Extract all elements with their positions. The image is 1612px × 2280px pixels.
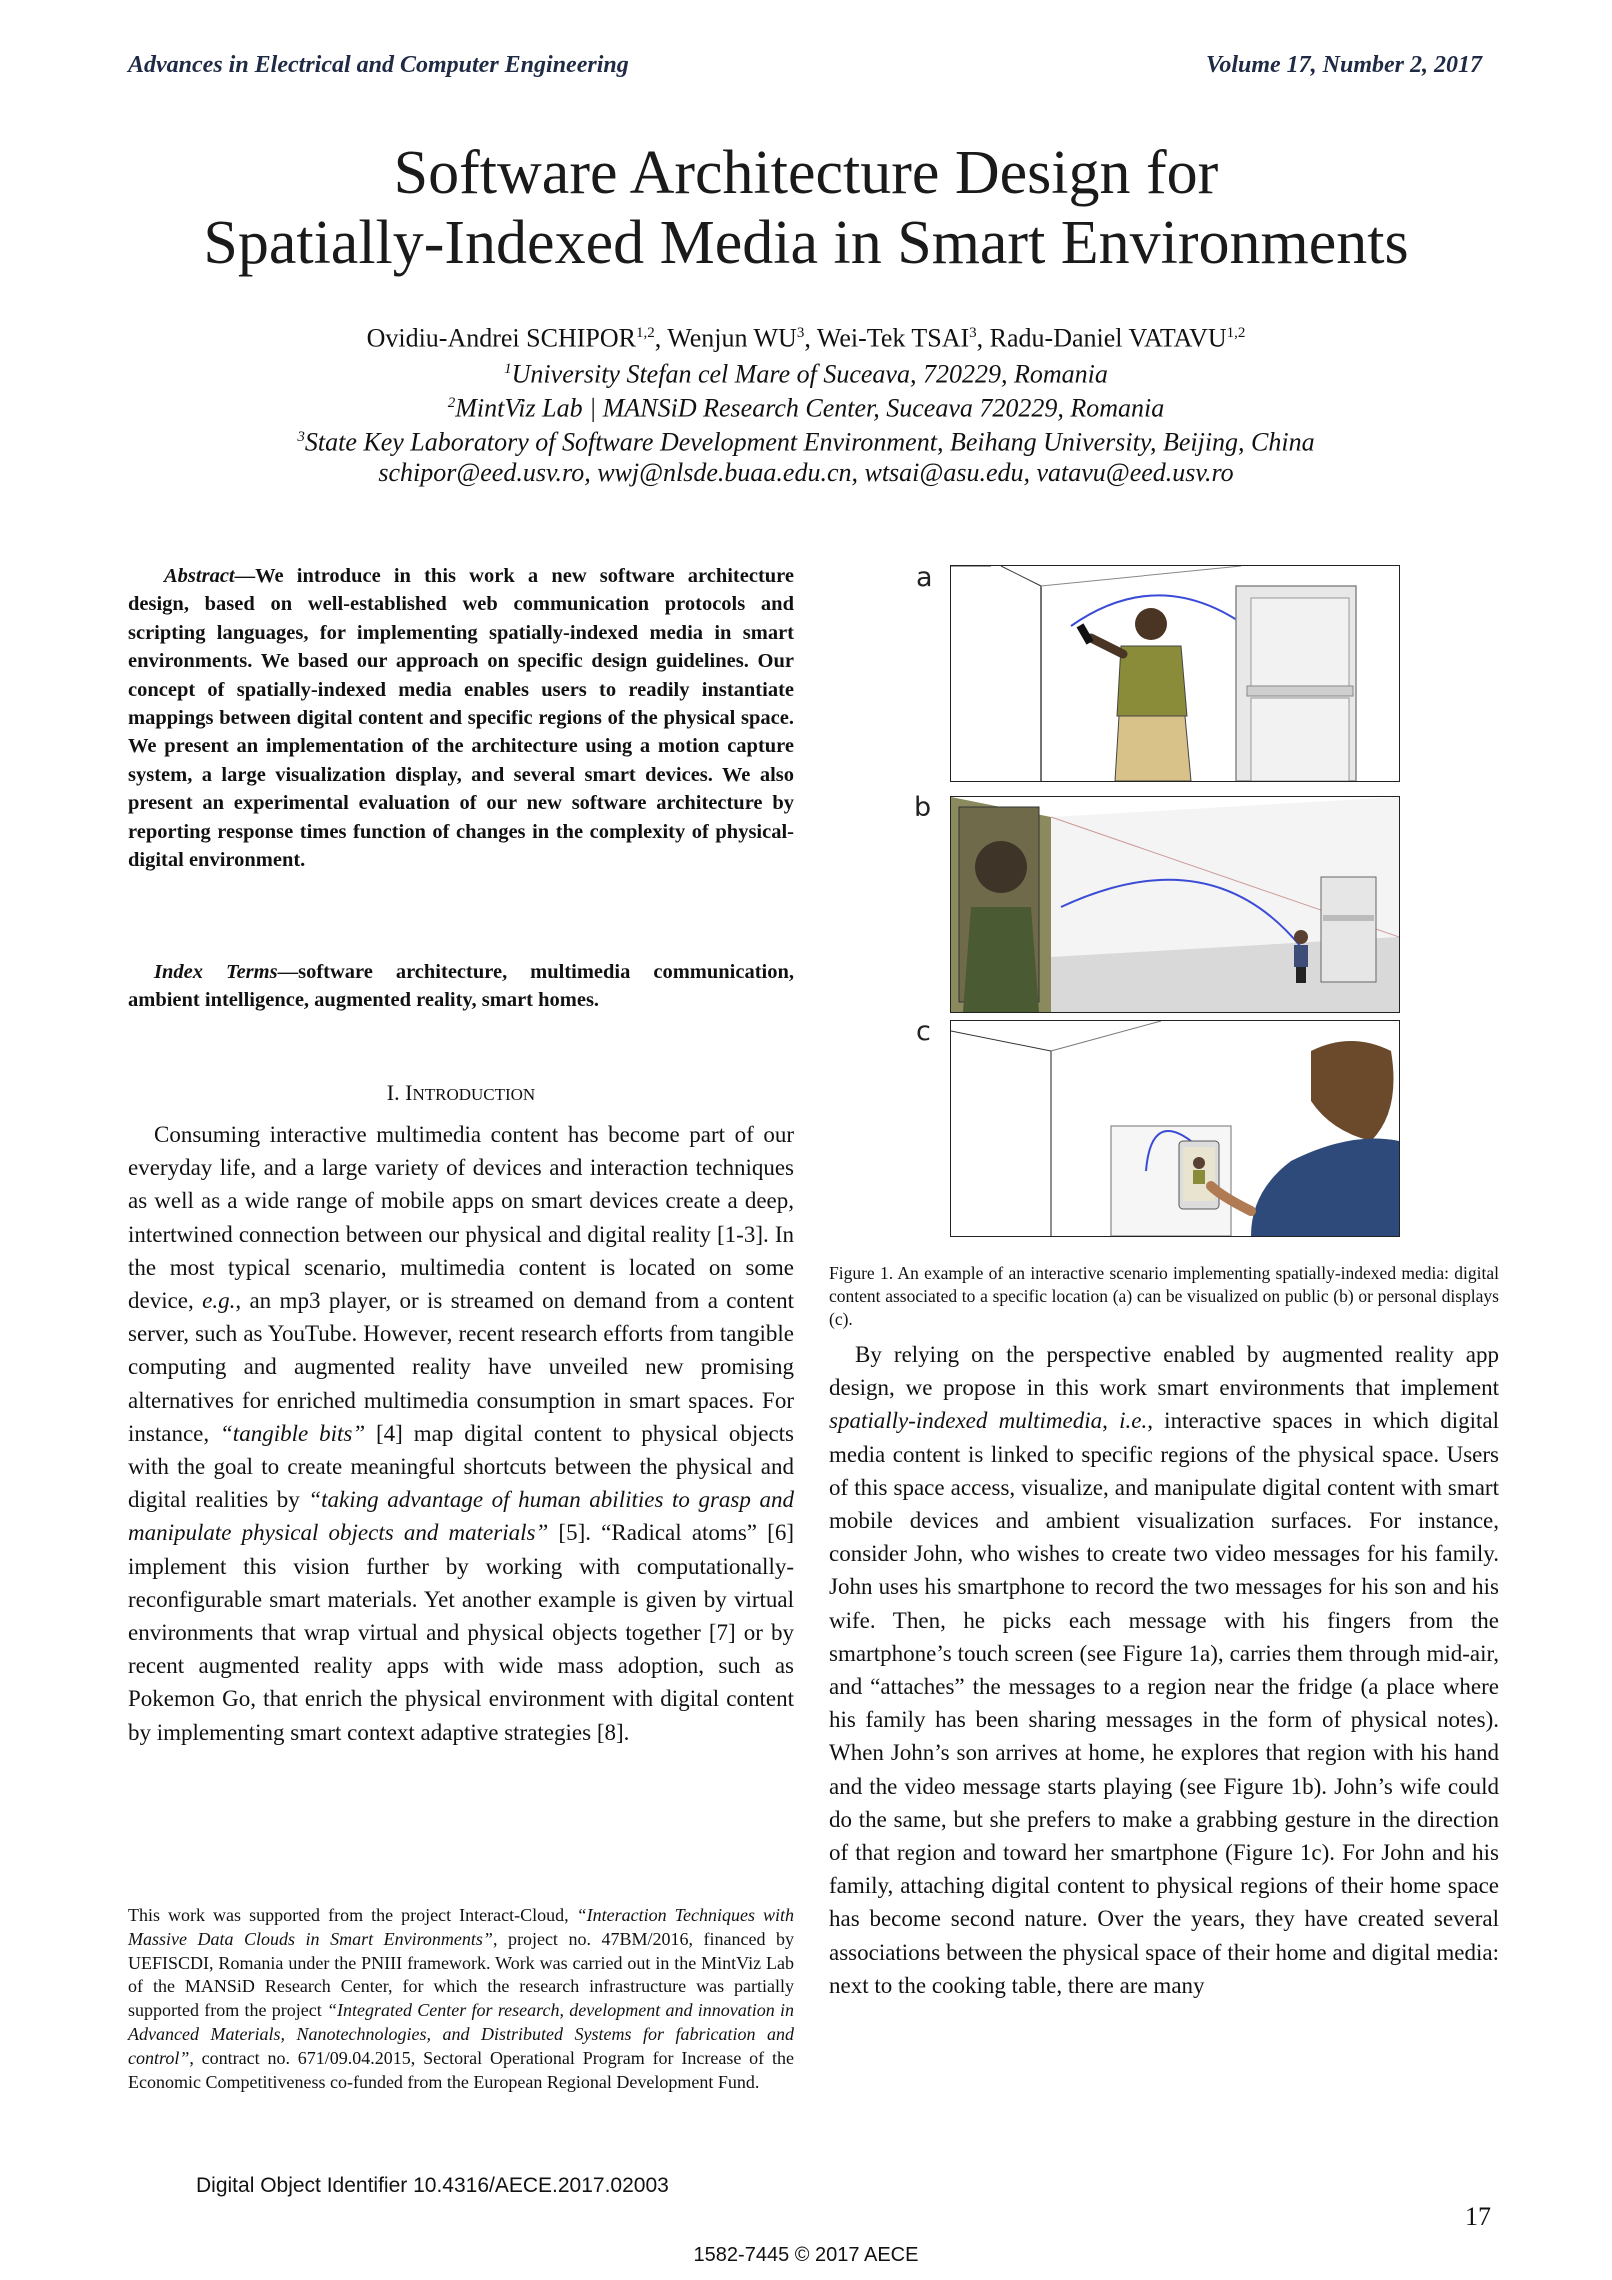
abstract [128, 562, 794, 874]
section-title-initial: I [405, 1080, 413, 1105]
affiliation-mark: 2 [447, 395, 456, 411]
panel-label-c: c [916, 1016, 931, 1047]
author-name: Wei-Tek TSAI [816, 323, 970, 353]
author-affiliation-mark: 3 [969, 325, 977, 341]
affiliation-text: University Stefan cel Mare of Suceava, 720229, Romania [511, 359, 1108, 389]
author-emails: schipor@eed.usv.ro, wwj@nlsde.buaa.edu.cn, wtsai@asu.edu, vatavu@eed.usv.ro [378, 458, 1234, 487]
affiliation-text: State Key Laboratory of Software Development Environment, Beihang University, Beijing, China [304, 427, 1315, 457]
journal-name: Advances in Electrical and Computer Engineering [128, 52, 629, 78]
affiliation-3 [0, 420, 1612, 460]
affiliation-mark: 1 [504, 361, 512, 377]
title-line-2: Spatially-Indexed Media in Smart Environments [203, 209, 1409, 277]
paper-title [0, 138, 1612, 278]
panel-label-a: a [916, 562, 933, 593]
scene-illustration-b [951, 797, 1399, 1012]
index-terms-label: Index Terms [154, 961, 278, 983]
figure-panel-c [950, 1020, 1400, 1237]
figure-caption: Figure 1. An example of an interactive scenario implementing spatially-indexed media: digital content associated to a specific location (a) can be visualized on public (b) or personal displays (c). [829, 1263, 1499, 1329]
affiliation-text: MintViz Lab | MANSiD Research Center, Suceava 720229, Romania [455, 393, 1165, 423]
abstract-body: —We introduce in this work a new software architecture design, based on well-established web communication protocols and scripting languages, for implementing spatially-indexed media in smart environments. We based our approach on specific design guidelines. Our concept of spatially-indexed media enables users to readily instantiate mappings between digital content and specific regions of the physical space. We present an implementation of the architecture using a motion capture system, a large visualization display, and several smart devices. We also present an experimental evaluation of our new software architecture by reporting response times function of changes in the complexity of physical-digital environment. [128, 565, 794, 872]
author-name: Ovidiu-Andrei SCHIPOR [366, 323, 636, 353]
author-name: Radu-Daniel VATAVU [989, 323, 1227, 353]
panel-label-b: b [914, 792, 932, 823]
doi: Digital Object Identifier 10.4316/AECE.2017.02003 [196, 2174, 669, 2197]
title-line-1: Software Architecture Design for [393, 139, 1219, 207]
section-heading-introduction [128, 1080, 794, 1106]
section-title-rest: NTRODUCTION [412, 1085, 536, 1104]
scene-illustration-a [951, 566, 1399, 781]
affiliation-mark: 3 [297, 429, 305, 445]
funding-footnote: This work was supported from the project Interact-Cloud, “Interaction Techniques with Massive Data Clouds in Smart Environments”, project no. 47BM/2016, financed by UEFISCDI, Romania under the PNIII framework. Work was carried out in the MintViz Lab of the MANSiD Research Center, for which the research infrastructure was partially supported from the project “Integrated Center for research, development and innovation in Advanced Materials, Nanotechnologies, and Distributed Systems for fabrication and control”, contract no. 671/09.04.2015, Sectoral Operational Program for Increase of the Economic Competitiveness co-funded from the European Regional Development Fund. [128, 1905, 794, 2092]
author-affiliation-mark: 3 [796, 325, 805, 341]
author-affiliation-mark: 1,2 [635, 325, 655, 341]
author-name: Wenjun WU [667, 323, 797, 353]
right-column-paragraph: By relying on the perspective enabled by augmented reality app design, we propose in this work smart environments that implement spatially-indexed multimedia, i.e., interactive spaces in which digital media content is linked to specific regions of the physical space. Users of this space access, visualize, and manipulate digital content with smart mobile devices and ambient visualization surfaces. For instance, consider John, who wishes to create two video messages for his family. John uses his smartphone to record the two messages for his son and his wife. Then, he picks each message with his fingers from the smartphone’s touch screen (see Figure 1a), carries them through mid-air, and “attaches” the messages to a region near the fridge (a place where his family has been sharing messages in the form of physical notes). When John’s son arrives at home, he explores that region with his hand and the video message starts playing (see Figure 1b). John’s wife could do the same, but she prefers to make a grabbing gesture in the direction of that region and toward her smartphone (Figure 1c). For John and his family, attaching digital content to physical regions of their home space has become second nature. Over the years, they have created several associations between the physical space of their home and digital media: next to the cooking table, there are many [829, 1342, 1500, 1998]
index-terms-body: —software architecture, multimedia communication, ambient intelligence, augmented reality, smart homes. [128, 961, 794, 1012]
author-list: Ovidiu-Andrei SCHIPOR$^{1,2}$, Wenjun $WU^3$, Wei-Tek TSAI$^3$, Radu-Daniel VATAVU$^{1,2}$ [366, 323, 1246, 353]
volume-info: Volume 17, Number 2, 2017 [1205, 52, 1482, 78]
figure-panel-a [950, 565, 1400, 782]
figure-panel-b [950, 796, 1400, 1013]
page-number: 17 [1465, 2202, 1491, 2231]
scene-illustration-c [951, 1021, 1399, 1236]
abstract-label: Abstract [164, 565, 235, 587]
introduction-paragraph: Consuming interactive multimedia content has become part of our everyday life, and a large variety of devices and interaction techniques as well as a wide range of mobile apps on smart devices create a deep, intertwined connection between our physical and digital reality [1-3]. In the most typical scenario, multimedia content is located on some device, e.g., an mp3 player, or is streamed on demand from a content server, such as YouTube. However, recent research efforts from tangible computing and augmented reality have unveiled new promising alternatives for enriched multimedia consumption in smart spaces. For instance, “tangible bits” [4] map digital content to physical objects with the goal to create meaningful shortcuts between the physical and digital realities by “taking advantage of human abilities to grasp and manipulate physical objects and materials” [5]. “Radical atoms” [6] implement this vision further by working with computationally-reconfigurable smart materials. Yet another example is given by virtual environments that wrap virtual and physical objects together [7] or by recent augmented reality apps with wide mass adoption, such as Pokemon Go, that enrich the physical environment with digital content by implementing smart context adaptive strategies [8]. [128, 1122, 795, 1745]
section-number: I. [386, 1080, 400, 1105]
issn-copyright: 1582-7445 © 2017 AECE [693, 2244, 919, 2266]
index-terms [128, 958, 794, 1015]
author-affiliation-mark: 1,2 [1226, 325, 1246, 341]
